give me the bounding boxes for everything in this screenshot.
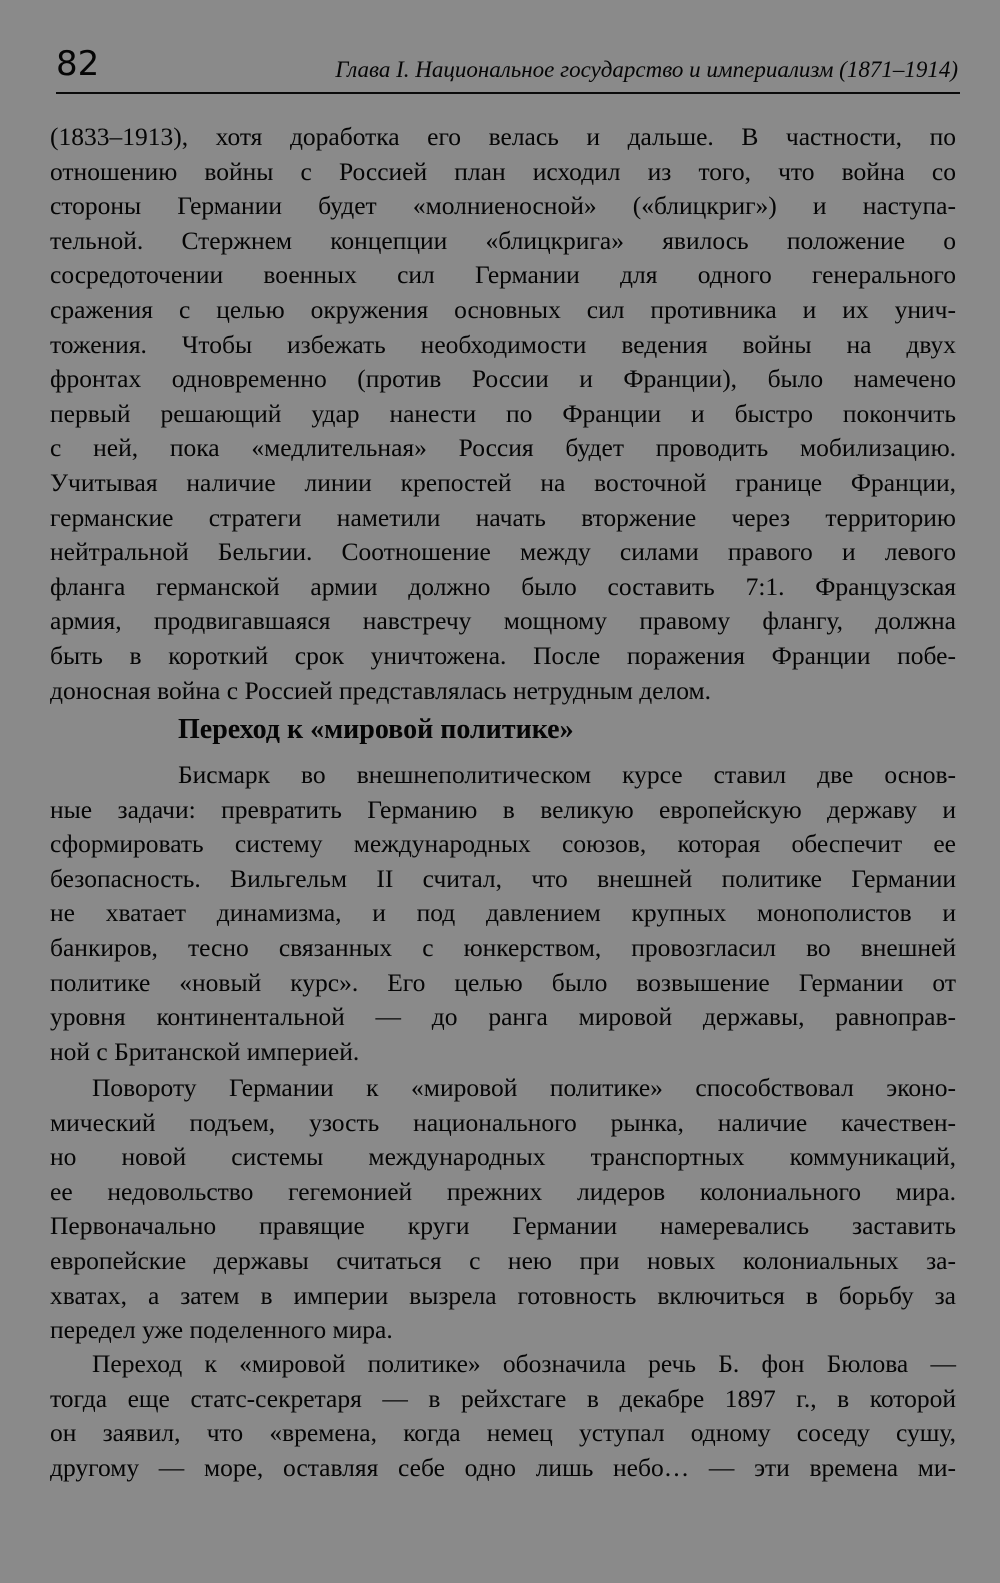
text-line: не хватает динамизма, и под давлением крупных монополистов и (50, 898, 956, 928)
page-header (56, 44, 958, 94)
text-line: хватах, а затем в империи вызрела готовность включиться в борьбу за (50, 1280, 956, 1310)
text-line: ее недовольство гегемонией прежних лидеров колониального мира. (50, 1176, 956, 1206)
text-line: быть в короткий срок уничтожена. После поражения Франции побе- (50, 640, 956, 670)
text-line: германские стратеги наметили начать вторжение через территорию (50, 502, 956, 532)
text-line: фланга германской армии должно было составить 7:1. Французская (50, 571, 956, 601)
paragraph-1 (50, 758, 956, 1069)
text-line: нейтральной Бельгии. Соотношение между силами правого и левого (50, 537, 956, 567)
text-line: (1833–1913), хотя доработка его велась и дальше. В частности, по (50, 122, 956, 151)
text-line: Учитывая наличие линии крепостей на восточной границе Франции, (50, 467, 956, 497)
text-line: передел уже поделенного мира. (50, 1315, 393, 1345)
header-rule (56, 92, 960, 94)
text-line: тельной. Стержнем концепции «блицкрига» явилось положение о (50, 225, 956, 255)
text-line: сосредоточении военных сил Германии для одного генерального (50, 260, 956, 290)
text-line: он заявил, что «времена, когда немец уступал одному соседу сушу, (50, 1418, 956, 1448)
text-line: безопасность. Вильгельм II считал, что внешней политике Германии (50, 863, 956, 893)
text-line: политике «новый курс». Его целью было возвышение Германии от (50, 967, 956, 997)
section-heading: Переход к «мировой политике» (178, 714, 574, 745)
text-line: Повороту Германии к «мировой политике» способствовал эконо- (92, 1073, 956, 1102)
text-line: фронтах одновременно (против России и Франции), было намечено (50, 364, 956, 394)
text-line: Бисмарк во внешнеполитическом курсе ставил две основ- (178, 760, 956, 789)
text-line: сформировать систему международных союзов, которая обеспечит ее (50, 829, 956, 859)
text-line: армия, продвигавшаяся навстречу мощному правому флангу, должна (50, 606, 956, 636)
page-number: 82 (56, 44, 100, 84)
text-line: тожения. Чтобы избежать необходимости ведения войны на двух (50, 329, 956, 359)
text-line: доносная война с Россией представлялась нетрудным делом. (50, 675, 711, 705)
text-line: уровня континентальной — до ранга мировой державы, равноправ- (50, 1002, 956, 1032)
text-line: Переход к «мировой политике» обозначила речь Б. фон Бюлова — (92, 1349, 956, 1378)
text-line: отношению войны с Россией план исходил из того, что война со (50, 156, 956, 186)
paragraph-2 (50, 1071, 956, 1348)
running-title: Глава I. Национальное государство и империализм (1871–1914) (335, 57, 958, 82)
text-line: другому — море, оставляя себе одно лишь небо… — эти времена ми- (50, 1452, 956, 1482)
text-line: банкиров, тесно связанных с юнкерством, провозгласил во внешней (50, 932, 956, 962)
text-line: но новой системы международных транспортных коммуникаций, (50, 1142, 956, 1172)
body-text-continued (50, 120, 956, 708)
text-line: тогда еще статс-секретаря — в рейхстаге в декабре 1897 г., в которой (50, 1383, 956, 1413)
text-line: мический подъем, узость национального рынка, наличие качествен- (50, 1107, 956, 1137)
text-line: с ней, пока «медлительная» Россия будет проводить мобилизацию. (50, 433, 956, 463)
text-line: ные задачи: превратить Германию в великую европейскую державу и (50, 794, 956, 824)
text-line: стороны Германии будет «молниеносной» («блицкриг») и наступа- (50, 191, 956, 221)
text-line: первый решающий удар нанести по Франции и быстро покончить (50, 398, 956, 428)
text-line: ной с Британской империей. (50, 1036, 360, 1066)
text-line: Первоначально правящие круги Германии намеревались заставить (50, 1211, 956, 1241)
text-line: сражения с целью окружения основных сил противника и их унич- (50, 294, 956, 324)
text-line: европейские державы считаться с нею при новых колониальных за- (50, 1245, 956, 1275)
paragraph-3 (50, 1347, 956, 1485)
